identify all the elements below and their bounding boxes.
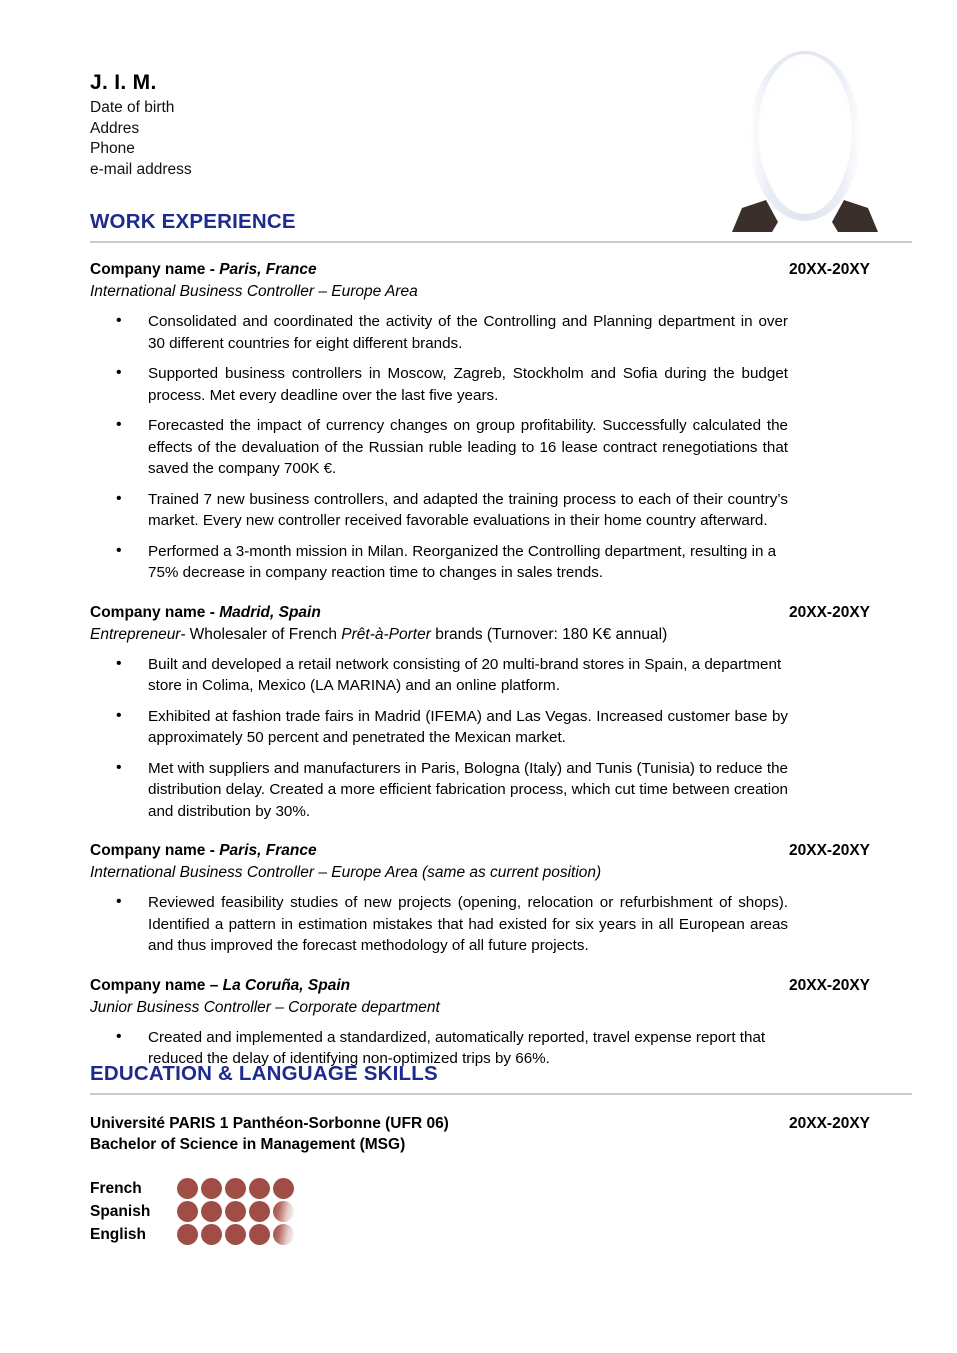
contact-date-of-birth: Date of birth [90,99,175,116]
contact-phone: Phone [90,140,135,157]
job-date: 20XX-20XY [789,603,870,621]
job-location: Paris, France [219,842,317,859]
job-role-text-1: Wholesaler of French [185,625,342,643]
job-entry [90,260,912,584]
rating-dot-full [225,1201,246,1222]
job-company [90,603,321,623]
rating-dot-full [225,1178,246,1199]
job-entry [90,603,912,823]
language-row [90,1177,912,1200]
job-company-name: Company name - [90,842,220,859]
job-role: International Business Controller – Europe Area (same as current position) [90,864,602,881]
job-bullet: • Consolidated and coordinated the activity of the Controlling and Planning department in over 30 different countries for eight different brands. [90,311,788,354]
section-divider-work [90,241,912,243]
language-rating-french [177,1178,297,1199]
rating-dot-full [201,1224,222,1245]
job-bullet: • Performed a 3-month mission in Milan. Reorganized the Controlling department, resulting in a 75% decrease in company reaction time to changes in sales trends. [90,541,788,584]
job-role [90,624,912,645]
language-rating-spanish [177,1201,297,1222]
education-date: 20XX-20XY [789,1115,870,1132]
education-school: Université PARIS 1 Panthéon-Sorbonne (UFR 06) [90,1115,449,1132]
rating-dot-full [201,1201,222,1222]
job-bullet: • Reviewed feasibility studies of new projects (opening, relocation or refurbishment of shops). Identified a pattern in estimation mistakes that had existed for six years in all European areas and thus improved the forecast methodology of all future projects. [90,892,788,957]
job-location: Paris, France [219,261,317,278]
job-date: 20XX-20XY [789,842,870,859]
language-rating-english [177,1224,297,1245]
job-bullet: • Met with suppliers and manufacturers in Paris, Bologna (Italy) and Tunis (Tunisia) to reduce the distribution delay. Created a more efficient fabrication process, which cut time between creation and distribution by 30%. [90,758,788,823]
rating-dot-full [225,1224,246,1245]
job-entry-header [90,841,912,861]
job-role-lead: Entrepreneur- [90,625,186,643]
job-entry-header [90,603,912,623]
language-skills-list [90,1177,912,1246]
job-bullet: • Forecasted the impact of currency changes on group profitability. Successfully calculated the effects of the devaluation of the Russian ruble leading to 16 lease contract renegotiations that saved the company 700K €. [90,415,788,480]
rating-dot-full [177,1224,198,1245]
job-company-name: Company name – [90,976,223,994]
job-entry [90,841,912,957]
job-bullet: • Exhibited at fashion trade fairs in Madrid (IFEMA) and Las Vegas. Increased customer base by approximately 50 percent and penetrated the Mexican market. [90,706,788,749]
language-row [90,1200,912,1223]
section-title-work: WORK EXPERIENCE [90,210,296,233]
language-name: French [90,1180,142,1197]
rating-dot-full [249,1178,270,1199]
language-name: Spanish [90,1203,151,1220]
job-company-name: Company name - [90,261,220,278]
rating-dot-full [201,1178,222,1199]
job-bullet: • Supported business controllers in Moscow, Zagreb, Stockholm and Sofia during the budget process. Met every deadline over the last five years. [90,363,788,406]
job-bullet: • Created and implemented a standardized, automatically reported, travel expense report that reduced the delay of identifying non-optimized trips by 66%. [90,1027,788,1070]
rating-dot-partial [273,1224,294,1245]
education-degree: Bachelor of Science in Management (MSG) [90,1136,406,1153]
job-entry-header [90,260,912,280]
job-location: Madrid, Spain [219,603,321,621]
person-silhouette-icon [722,40,888,232]
language-row [90,1223,912,1246]
job-entry-header [90,976,912,996]
job-role-brand: Prêt-à-Porter [341,625,431,643]
page-title: J. I. M. [90,71,157,94]
job-bullets [90,311,912,584]
rating-dot-full [177,1178,198,1199]
education-school-block [90,1113,449,1155]
section-work-experience [90,210,912,1070]
contact-email: e-mail address [90,160,192,178]
job-entry [90,976,912,1070]
job-bullet: • Built and developed a retail network consisting of 20 multi-brand stores in Spain, a department store in Colima, Mexico (LA MARINA) and an online platform. [90,654,788,697]
job-role: Junior Business Controller – Corporate department [90,998,440,1016]
section-education [90,1062,912,1246]
section-title-education: EDUCATION & LANGUAGE SKILLS [90,1062,438,1085]
job-bullet: • Trained 7 new business controllers, and adapted the training process to each of their country’s market. Every new controller received favorable evaluations in their home country afterward. [90,489,788,532]
section-divider-education [90,1093,912,1095]
job-role: International Business Controller – Europe Area [90,283,418,300]
job-company [90,976,350,996]
rating-dot-full [177,1201,198,1222]
education-entry-header [90,1113,912,1155]
job-role-text-2: brands (Turnover: 180 K€ annual) [430,625,668,643]
job-bullets [90,654,912,823]
rating-dot-full [249,1224,270,1245]
job-bullets [90,892,912,957]
job-date: 20XX-20XY [789,976,870,994]
rating-dot-partial [273,1201,294,1222]
language-name: English [90,1226,146,1243]
contact-address: Addres [90,119,140,137]
education-entry [90,1113,912,1155]
job-company-name: Company name - [90,603,220,621]
rating-dot-full [273,1178,294,1199]
job-company [90,841,317,861]
job-company [90,260,317,280]
job-location: La Coruña, Spain [222,976,351,994]
job-date: 20XX-20XY [789,261,870,278]
rating-dot-full [249,1201,270,1222]
profile-photo-placeholder [722,40,888,232]
